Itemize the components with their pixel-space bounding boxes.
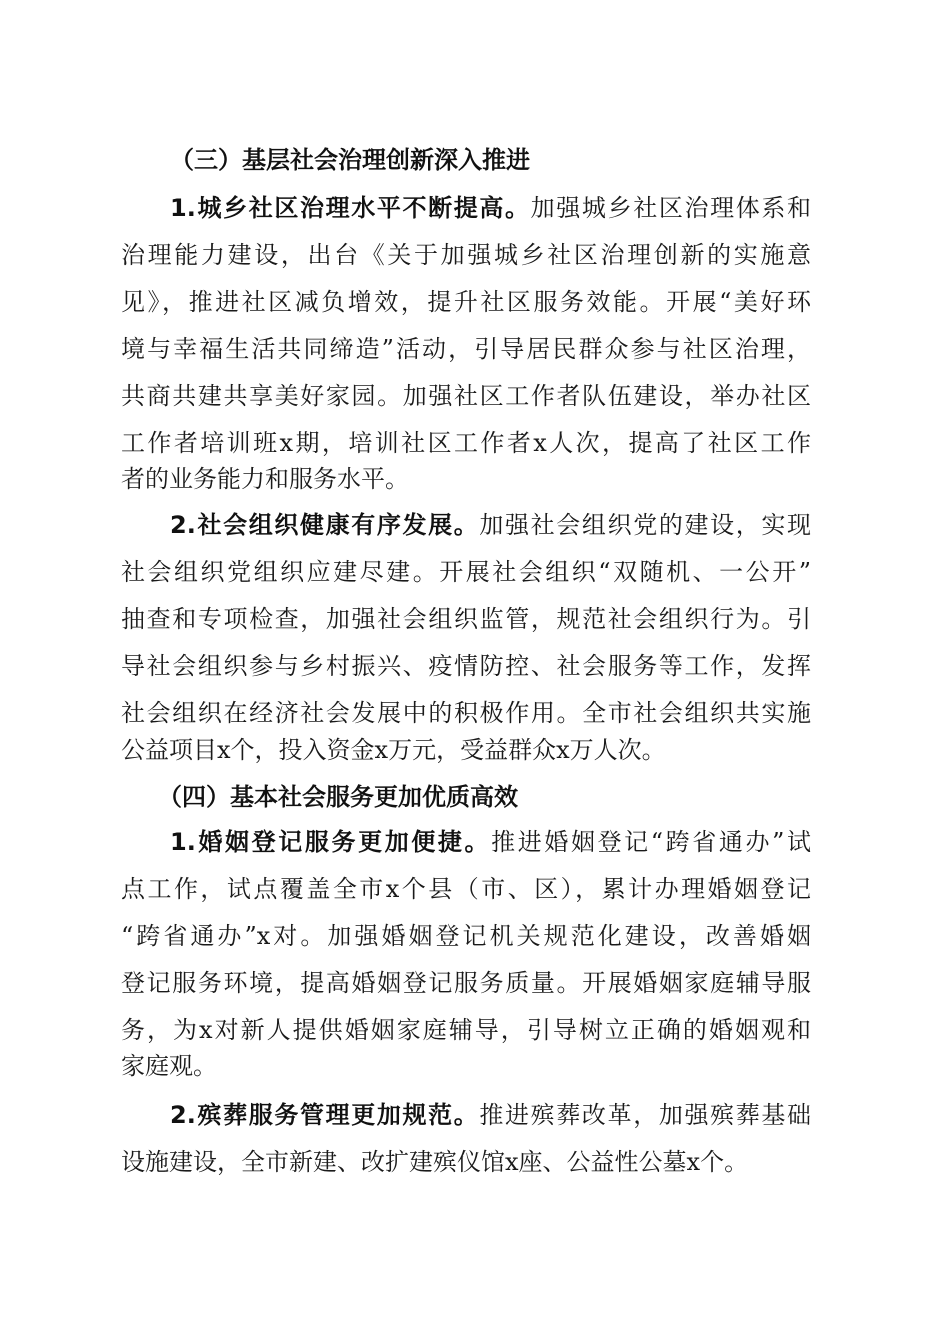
paragraph-text: 加强社会组织党的建设，实现 [479,511,811,539]
section-heading-3: （三）基层社会治理创新深入推进 [170,146,530,174]
paragraph-line: 抽查和专项检查，加强社会组织监管，规范社会组织行为。引 [121,605,811,633]
paragraph-line [170,510,811,540]
paragraph-text: 推进殡葬改革，加强殡葬基础 [479,1101,811,1129]
paragraph-line: 见》，推进社区减负增效，提升社区服务效能。开展“美好环 [121,288,811,316]
paragraph-line: 工作者培训班x期，培训社区工作者x人次，提高了社区工作 [121,429,811,457]
paragraph-line: 共商共建共享美好家园。加强社区工作者队伍建设，举办社区 [121,382,811,410]
paragraph-line [170,1100,811,1130]
paragraph-text: 推进婚姻登记“跨省通办”试 [491,828,811,856]
paragraph-lead: 2.殡葬服务管理更加规范。 [170,1101,480,1129]
paragraph-lead: 1.城乡社区治理水平不断提高。 [170,194,531,222]
paragraph-text: 加强城乡社区治理体系和 [530,194,811,222]
paragraph-lead: 2.社会组织健康有序发展。 [170,511,480,539]
paragraph-line: 治理能力建设，出台《关于加强城乡社区治理创新的实施意 [121,241,811,269]
paragraph-line: 社会组织党组织应建尽建。开展社会组织“双随机、一公开” [121,558,811,586]
paragraph-line: 登记服务环境，提高婚姻登记服务质量。开展婚姻家庭辅导服 [121,969,811,997]
paragraph-line: 家庭观。 [121,1052,217,1080]
paragraph-line: 者的业务能力和服务水平。 [121,465,409,493]
paragraph-line: 境与幸福生活共同缔造”活动，引导居民群众参与社区治理， [121,335,811,363]
section-heading-4: （四）基本社会服务更加优质高效 [158,783,518,811]
paragraph-line [170,193,811,223]
paragraph-line: 公益项目x个，投入资金x万元，受益群众x万人次。 [121,736,666,764]
paragraph-line: 导社会组织参与乡村振兴、疫情防控、社会服务等工作，发挥 [121,652,811,680]
paragraph-line [170,827,811,857]
paragraph-lead: 1.婚姻登记服务更加便捷。 [170,828,492,856]
paragraph-line: 设施建设，全市新建、改扩建殡仪馆x座、公益性公墓x个。 [121,1148,749,1176]
paragraph-line: 点工作，试点覆盖全市x个县（市、区），累计办理婚姻登记 [121,875,811,903]
paragraph-line: “跨省通办”x对。加强婚姻登记机关规范化建设，改善婚姻 [121,922,811,950]
paragraph-line: 社会组织在经济社会发展中的积极作用。全市社会组织共实施 [121,699,811,727]
paragraph-line: 务，为x对新人提供婚姻家庭辅导，引导树立正确的婚姻观和 [121,1016,811,1044]
